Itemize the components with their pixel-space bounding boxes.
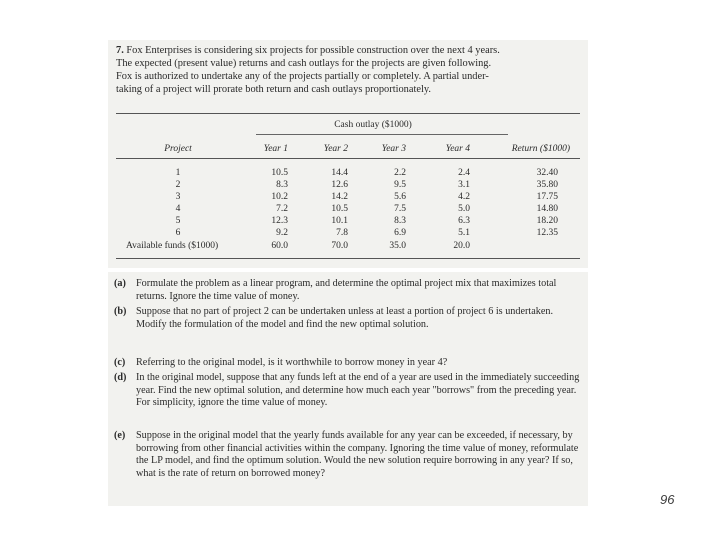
- col-header-year3: Year 3: [381, 144, 406, 154]
- part-text: Suppose in the original model that the yearly funds available for any year can be exceeded, if necessary, by borrowing from other financial activities within the company. Ignoring the time value of money, reformulate the LP model, and find the optimum solution. Would the new solution require borrowing in any year? If so, what is the rate of return on borrowed money?: [136, 430, 579, 479]
- part-text: Formulate the problem as a linear program, and determine the optimal project mix that maximizes total returns. Ignore the time value of money.: [136, 278, 557, 302]
- cash-outlay-header: Cash outlay ($1000): [334, 120, 412, 130]
- part-text: Referring to the original model, is it worthwhile to borrow money in year 4?: [136, 357, 448, 368]
- part-d: [114, 372, 580, 410]
- col-header-year4: Year 4: [445, 144, 470, 154]
- part-text: Suppose that no part of project 2 can be undertaken unless at least a portion of project 6 is undertaken. Modify the formulation of the model and find the new optimal solution.: [136, 306, 553, 330]
- col-header-return: Return ($1000): [511, 144, 570, 154]
- part-a: [114, 278, 580, 303]
- col-header-project: Project: [164, 144, 192, 154]
- part-label: (e): [114, 430, 126, 441]
- part-c: [114, 357, 580, 370]
- problem-scan-top: [108, 40, 588, 268]
- part-label: (d): [114, 372, 127, 383]
- part-label: (b): [114, 306, 127, 317]
- intro-line-3: Fox is authorized to undertake any of the projects partially or completely. A partial under-: [116, 71, 489, 82]
- part-label: (c): [114, 357, 126, 368]
- intro-line-4: taking of a project will prorate both return and cash outlays proportionately.: [116, 84, 431, 95]
- intro-line-1: Fox Enterprises is considering six projects for possible construction over the next 4 years.: [126, 45, 500, 56]
- col-header-year1: Year 1: [263, 144, 288, 154]
- col-header-year2: Year 2: [323, 144, 348, 154]
- table-bottom-rule: [116, 258, 580, 259]
- part-text: In the original model, suppose that any funds left at the end of a year are used in the immediately succeeding year. Find the new optimal solution, and determine how much each year "borrows" from the preceding year. For simplicity, ignore the time value of money.: [136, 372, 580, 409]
- part-label: (a): [114, 278, 126, 289]
- table-body: 1 10.5 14.4 2.2 2.4 32.40 2 8.3 12.6 9.5 3.1 35.80 3 10.2 14.2 5.6 4.2 17.75 4 7.2 10.5 7.5 5.0 14.80 5 12.3 10.1 8.3 6.3 18.20 6 9.2 7.8 6.9 5.1 12.35 Available funds ($1000) 60.0 70.0 35.0 20.0: [126, 168, 558, 251]
- page-number: 96: [660, 492, 675, 507]
- intro-line-2: The expected (present value) returns and cash outlays for the projects are given following.: [116, 58, 492, 69]
- problem-number: 7.: [116, 45, 124, 56]
- part-e: [114, 430, 580, 480]
- problem-scan-bottom: [108, 272, 588, 506]
- part-b: [114, 306, 580, 331]
